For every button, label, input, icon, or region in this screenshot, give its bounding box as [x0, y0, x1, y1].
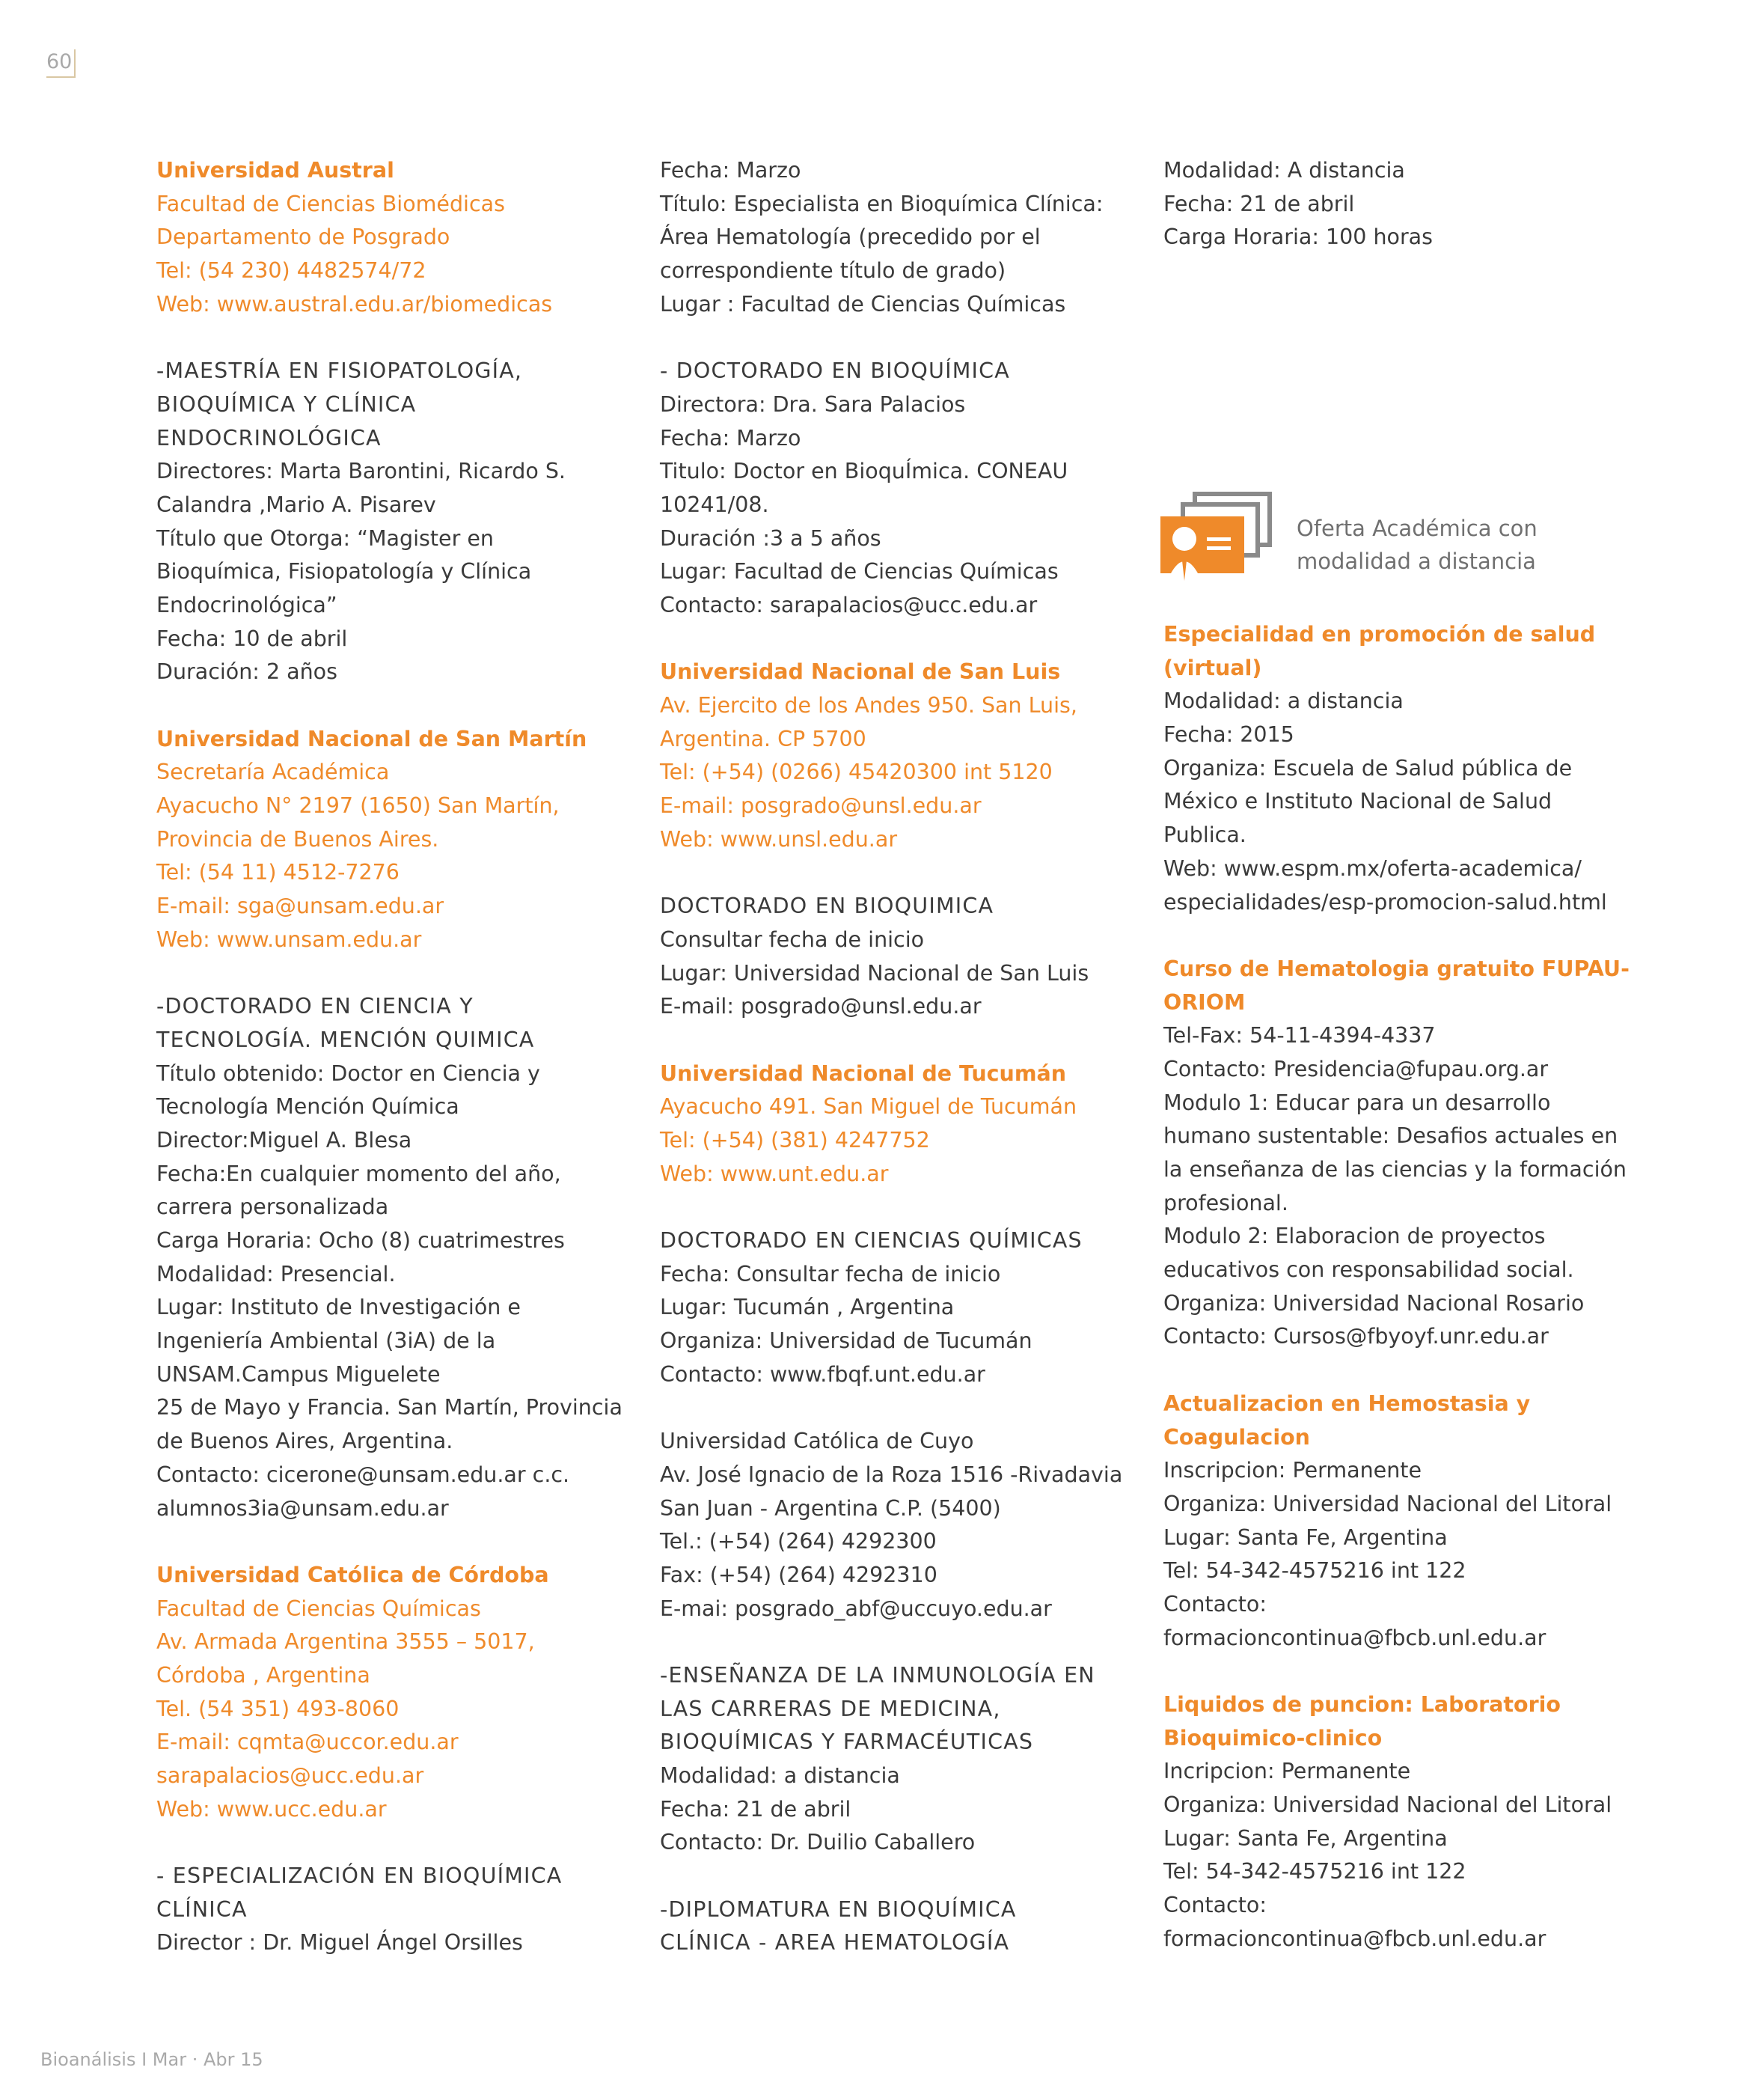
text-line: Contacto: Cursos@fbyoyf.unr.edu.ar [1163, 1324, 1549, 1349]
text-line: Título obtenido: Doctor en Ciencia y [156, 1060, 540, 1086]
column-right-top [1163, 154, 1687, 254]
text-line: Contacto: sarapalacios@ucc.edu.ar [660, 592, 1038, 617]
text-line: Liquidos de puncion: Laboratorio [1163, 1692, 1561, 1717]
spacer [660, 1860, 1146, 1893]
text-line: Universidad Católica de Córdoba [156, 1562, 549, 1587]
text-line: Duración: 2 años [156, 659, 337, 685]
text-line: -MAESTRÍA EN FISIOPATOLOGÍA, [156, 358, 523, 384]
text-line: ENDOCRINOLÓGICA [156, 425, 382, 451]
text-line: Titulo: Doctor en BioquÍmica. CONEAU [660, 459, 1068, 484]
text-line: BIOQUÍMICA Y CLÍNICA [156, 391, 417, 417]
text-line: Tel.: (+54) (264) 4292300 [660, 1529, 937, 1554]
text-line: TECNOLOGÍA. MENCIÓN QUIMICA [156, 1027, 535, 1052]
online-certificate-icon [1154, 489, 1282, 587]
text-line: Córdoba , Argentina [156, 1662, 370, 1688]
spacer [156, 689, 643, 723]
text-line: Tel. (54 351) 493-8060 [156, 1696, 400, 1721]
text-line: Lugar: Instituto de Investigación e [156, 1295, 521, 1320]
text-line: E-mail: sga@unsam.edu.ar [156, 894, 444, 919]
text-line: E-mail: posgrado@unsl.edu.ar [660, 793, 982, 819]
text-line: Modalidad: Presencial. [156, 1261, 396, 1286]
text-line: Modalidad: a distancia [1163, 689, 1404, 714]
spacer [660, 321, 1146, 355]
text-line: Modalidad: a distancia [660, 1763, 900, 1788]
text-line: Universidad Católica de Cuyo [660, 1429, 974, 1454]
text-line: Curso de Hematologia gratuito FUPAU- [1163, 956, 1630, 981]
text-line: Carga Horaria: Ocho (8) cuatrimestres [156, 1228, 565, 1253]
text-line: Fecha: 2015 [1163, 722, 1294, 748]
text-line: Argentina. CP 5700 [660, 726, 866, 751]
text-line: carrera personalizada [156, 1194, 389, 1220]
text-line: Web: www.unt.edu.ar [660, 1161, 889, 1186]
distance-learning-badge [1154, 489, 1618, 587]
spacer [660, 1391, 1146, 1425]
text-line: Universidad Nacional de San Luis [660, 659, 1061, 685]
text-line: educativos con responsabilidad social. [1163, 1257, 1574, 1283]
text-line: UNSAM.Campus Miguelete [156, 1361, 441, 1387]
text-line: Lugar: Santa Fe, Argentina [1163, 1825, 1448, 1851]
badge-caption [1297, 512, 1538, 578]
text-line: -DIPLOMATURA EN BIOQUÍMICA [660, 1896, 1017, 1922]
spacer [660, 1024, 1146, 1057]
text-line: Contacto: Presidencia@fupau.org.ar [1163, 1056, 1549, 1081]
text-line: CLÍNICA - AREA HEMATOLOGÍA [660, 1930, 1010, 1956]
text-line: Av. Armada Argentina 3555 – 5017, [156, 1629, 535, 1655]
text-line: Especialidad en promoción de salud [1163, 622, 1596, 647]
text-line: Directores: Marta Barontini, Ricardo S. [156, 459, 566, 484]
text-line: Título: Especialista en Bioquímica Clínica: [660, 191, 1104, 216]
text-line: Contacto: www.fbqf.unt.edu.ar [660, 1361, 985, 1387]
page-number: 60 [46, 49, 76, 78]
text-line: Tel: 54-342-4575216 int 122 [1163, 1558, 1466, 1584]
text-line: Universidad Austral [156, 158, 394, 183]
spacer [1163, 1655, 1687, 1688]
text-line: E-mail: posgrado@unsl.edu.ar [660, 994, 982, 1019]
text-line: -ENSEÑANZA DE LA INMUNOLOGÍA EN [660, 1662, 1095, 1688]
spacer [1163, 919, 1687, 953]
text-line: México e Instituto Nacional de Salud [1163, 789, 1552, 814]
text-line: BIOQUÍMICAS Y FARMACÉUTICAS [660, 1730, 1034, 1755]
text-line: Tel: (54 230) 4482574/72 [156, 258, 426, 284]
spacer [156, 957, 643, 991]
text-line: Web: www.austral.edu.ar/biomedicas [156, 291, 553, 317]
text-line: Fecha: 10 de abril [156, 626, 348, 651]
text-line: Modulo 2: Elaboracion de proyectos [1163, 1224, 1546, 1249]
text-line: Directora: Dra. Sara Palacios [660, 391, 966, 417]
spacer [156, 321, 643, 355]
text-line: profesional. [1163, 1190, 1288, 1215]
text-line: -DOCTORADO EN CIENCIA Y [156, 994, 474, 1019]
text-line: formacioncontinua@fbcb.unl.edu.ar [1163, 1926, 1546, 1951]
text-line: Departamento de Posgrado [156, 225, 450, 250]
text-line: Organiza: Escuela de Salud pública de [1163, 755, 1573, 781]
text-line: Actualizacion en Hemostasia y [1163, 1391, 1531, 1416]
text-line: San Juan - Argentina C.P. (5400) [660, 1495, 1001, 1521]
text-line: DOCTORADO EN CIENCIAS QUÍMICAS [660, 1228, 1083, 1253]
text-line: la enseñanza de las ciencias y la formación [1163, 1157, 1627, 1182]
text-line: Director : Dr. Miguel Ángel Orsilles [156, 1930, 523, 1956]
text-line: Publica. [1163, 822, 1246, 848]
text-line: Lugar: Tucumán , Argentina [660, 1295, 955, 1320]
text-line: Consultar fecha de inicio [660, 927, 925, 952]
spacer [660, 1626, 1146, 1659]
text-line: LAS CARRERAS DE MEDICINA, [660, 1696, 1001, 1721]
text-line: Web: www.unsam.edu.ar [156, 927, 422, 952]
text-line: correspondiente título de grado) [660, 258, 1006, 284]
page-footer: Bioanálisis I Mar · Abr 15 [40, 2049, 263, 2070]
text-line: Inscripcion: Permanente [1163, 1458, 1422, 1483]
text-line: Carga Horaria: 100 horas [1163, 225, 1433, 250]
text-line: Contacto: [1163, 1893, 1267, 1918]
text-line: Facultad de Ciencias Biomédicas [156, 191, 505, 216]
text-line: Incripcion: Permanente [1163, 1759, 1411, 1784]
text-line: Ingeniería Ambiental (3iA) de la [156, 1328, 496, 1354]
text-line: E-mai: posgrado_abf@uccuyo.edu.ar [660, 1596, 1052, 1621]
text-line: DOCTORADO EN BIOQUIMICA [660, 894, 994, 919]
text-line: Calandra ,Mario A. Pisarev [156, 492, 436, 517]
text-line: Modulo 1: Educar para un desarrollo [1163, 1090, 1551, 1115]
text-line: - DOCTORADO EN BIOQUÍMICA [660, 358, 1010, 384]
text-line: humano sustentable: Desafios actuales en [1163, 1123, 1618, 1149]
text-line: Lugar: Universidad Nacional de San Luis [660, 960, 1089, 986]
text-line: Título que Otorga: “Magister en [156, 525, 494, 551]
text-line: Lugar : Facultad de Ciencias Químicas [660, 291, 1066, 317]
text-line: Universidad Nacional de San Martín [156, 726, 587, 751]
text-line: 10241/08. [660, 492, 769, 517]
text-line: Fecha: Marzo [660, 425, 801, 451]
text-line: Duración :3 a 5 años [660, 525, 881, 551]
spacer [660, 623, 1146, 656]
text-line: E-mail: cqmta@uccor.edu.ar [156, 1730, 459, 1755]
text-line: Tel: (54 11) 4512-7276 [156, 860, 400, 885]
text-line: Tel: (+54) (381) 4247752 [660, 1127, 930, 1153]
text-line: Fax: (+54) (264) 4292310 [660, 1562, 937, 1587]
spacer [660, 856, 1146, 890]
text-line: formacioncontinua@fbcb.unl.edu.ar [1163, 1625, 1546, 1650]
text-line: Fecha: 21 de abril [1163, 191, 1355, 216]
text-line: Web: www.espm.mx/oferta-academica/ [1163, 855, 1582, 881]
text-line: Web: www.ucc.edu.ar [156, 1796, 387, 1822]
text-line: Lugar: Santa Fe, Argentina [1163, 1524, 1448, 1550]
text-line: Ayacucho 491. San Miguel de Tucumán [660, 1094, 1077, 1120]
text-line: Universidad Nacional de Tucumán [660, 1060, 1067, 1086]
text-line: Contacto: cicerone@unsam.edu.ar c.c. [156, 1462, 570, 1487]
text-line: ORIOM [1163, 989, 1246, 1015]
column-middle [660, 154, 1146, 1960]
text-line: Ayacucho N° 2197 (1650) San Martín, [156, 793, 560, 819]
text-line: Av. José Ignacio de la Roza 1516 -Rivadavia [660, 1462, 1123, 1487]
column-right [1163, 618, 1687, 1956]
text-line: de Buenos Aires, Argentina. [156, 1429, 453, 1454]
text-line: Fecha: 21 de abril [660, 1796, 851, 1822]
text-line: Modalidad: A distancia [1163, 158, 1405, 183]
text-line: Director:Miguel A. Blesa [156, 1127, 412, 1153]
text-line: CLÍNICA [156, 1896, 248, 1922]
text-line: Fecha:En cualquier momento del año, [156, 1161, 561, 1186]
text-line: Fecha: Marzo [660, 158, 801, 183]
text-line: Bioquímica, Fisiopatología y Clínica [156, 559, 532, 584]
text-line: Provincia de Buenos Aires. [156, 826, 439, 852]
badge-line-1: Oferta Académica con [1297, 516, 1538, 541]
text-line: Endocrinológica” [156, 592, 337, 617]
text-line: (virtual) [1163, 655, 1262, 680]
text-line: Área Hematología (precedido por el [660, 225, 1041, 250]
text-line: Fecha: Consultar fecha de inicio [660, 1261, 1001, 1286]
text-line: Tel-Fax: 54-11-4394-4337 [1163, 1023, 1436, 1049]
text-line: Organiza: Universidad de Tucumán [660, 1328, 1032, 1354]
text-line: - ESPECIALIZACIÓN EN BIOQUÍMICA [156, 1864, 563, 1889]
text-line: sarapalacios@ucc.edu.ar [156, 1763, 424, 1788]
text-line: Facultad de Ciencias Químicas [156, 1596, 481, 1621]
badge-line-2: modalidad a distancia [1297, 549, 1536, 574]
spacer [156, 1826, 643, 1860]
text-line: Tel: 54-342-4575216 int 122 [1163, 1859, 1466, 1884]
text-line: Contacto: Dr. Duilio Caballero [660, 1830, 976, 1855]
text-line: Lugar: Facultad de Ciencias Químicas [660, 559, 1059, 584]
spacer [156, 1525, 643, 1559]
text-line: Organiza: Universidad Nacional Rosario [1163, 1290, 1585, 1316]
text-line: 25 de Mayo y Francia. San Martín, Provincia [156, 1395, 622, 1420]
text-line: Coagulacion [1163, 1424, 1310, 1450]
text-line: especialidades/esp-promocion-salud.html [1163, 889, 1607, 915]
text-line: Tecnología Mención Química [156, 1094, 459, 1120]
text-line: Tel: (+54) (0266) 45420300 int 5120 [660, 760, 1053, 785]
text-line: Bioquimico-clinico [1163, 1725, 1383, 1750]
spacer [1163, 1354, 1687, 1388]
text-line: Secretaría Académica [156, 760, 390, 785]
column-left [156, 154, 643, 1960]
text-line: Contacto: [1163, 1591, 1267, 1617]
text-line: Organiza: Universidad Nacional del Litoral [1163, 1792, 1612, 1818]
text-line: Web: www.unsl.edu.ar [660, 826, 898, 852]
text-line: Av. Ejercito de los Andes 950. San Luis, [660, 693, 1077, 718]
spacer [660, 1191, 1146, 1224]
text-line: Organiza: Universidad Nacional del Litoral [1163, 1491, 1612, 1516]
text-line: alumnos3ia@unsam.edu.ar [156, 1495, 449, 1521]
